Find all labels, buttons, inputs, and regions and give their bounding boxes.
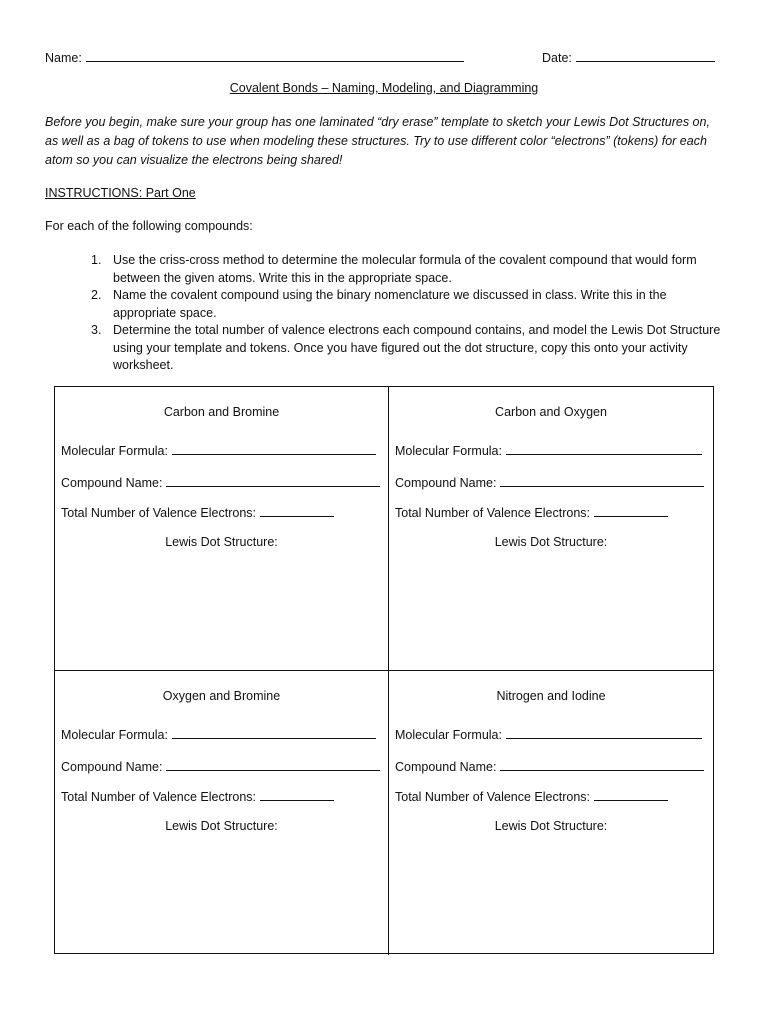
page-title: Covalent Bonds – Naming, Modeling, and Diagramming: [229, 81, 539, 95]
valence-electrons-field[interactable]: [61, 503, 334, 520]
date-blank[interactable]: [576, 48, 715, 62]
molecular-formula-label: Molecular Formula:: [395, 444, 502, 458]
intro-paragraph: Before you begin, make sure your group has one laminated “dry erase” template to sketch your Lewis Dot Structures on, as well as a bag of tokens to use when modeling these structures. Try to use different color “electrons” (tokens) for each atom so you can visualize the electrons being shared!: [45, 115, 710, 167]
step-text: Determine the total number of valence electrons each compound contains, and model the Lewis Dot Structure using your template and tokens. Once you have figured out the dot structure, copy this onto your activity worksheet.: [113, 323, 721, 372]
header-row: [45, 48, 720, 66]
valence-electrons-label: Total Number of Valence Electrons:: [61, 506, 257, 520]
valence-electrons-label: Total Number of Valence Electrons:: [395, 506, 591, 520]
compound-cell: [55, 671, 389, 955]
compound-title: Nitrogen and Iodine: [496, 689, 606, 703]
valence-electrons-field[interactable]: [61, 787, 334, 804]
compound-name-label: Compound Name:: [61, 476, 163, 490]
molecular-formula-label: Molecular Formula:: [395, 728, 502, 742]
compound-title: Carbon and Bromine: [163, 405, 280, 419]
molecular-formula-blank[interactable]: [172, 441, 376, 455]
molecular-formula-blank[interactable]: [172, 725, 376, 739]
date-label: Date:: [542, 51, 572, 65]
instructions-heading: INSTRUCTIONS: Part One: [45, 186, 196, 200]
compound-name-blank[interactable]: [166, 473, 380, 487]
lewis-dot-structure-label: Lewis Dot Structure:: [494, 819, 608, 833]
instruction-step: [91, 322, 721, 375]
lewis-dot-structure-label: Lewis Dot Structure:: [165, 819, 278, 833]
valence-electrons-blank[interactable]: [260, 787, 334, 801]
valence-electrons-field[interactable]: [395, 787, 668, 804]
valence-electrons-blank[interactable]: [594, 503, 668, 517]
instruction-step: [91, 252, 721, 287]
instruction-steps: [91, 252, 721, 375]
compound-cell: [389, 671, 713, 955]
molecular-formula-label: Molecular Formula:: [61, 444, 168, 458]
compound-name-field[interactable]: [61, 473, 380, 490]
compound-title: Carbon and Oxygen: [495, 405, 607, 419]
date-field[interactable]: [542, 48, 715, 65]
molecular-formula-field[interactable]: [395, 725, 702, 742]
compound-name-field[interactable]: [395, 757, 704, 774]
lewis-dot-structure-label: Lewis Dot Structure:: [165, 535, 278, 549]
step-number: 3.: [91, 323, 102, 337]
compound-name-blank[interactable]: [500, 473, 704, 487]
instruction-step: [91, 287, 721, 322]
molecular-formula-field[interactable]: [61, 441, 376, 458]
molecular-formula-field[interactable]: [61, 725, 376, 742]
compound-name-label: Compound Name:: [395, 760, 497, 774]
name-blank[interactable]: [86, 48, 464, 62]
compound-name-field[interactable]: [395, 473, 704, 490]
step-text: Name the covalent compound using the binary nomenclature we discussed in class. Write this in the appropriate space.: [113, 288, 667, 320]
molecular-formula-label: Molecular Formula:: [61, 728, 168, 742]
valence-electrons-field[interactable]: [395, 503, 668, 520]
name-field[interactable]: [45, 48, 464, 65]
compound-name-blank[interactable]: [500, 757, 704, 771]
compound-cell: [55, 387, 389, 671]
molecular-formula-blank[interactable]: [506, 725, 702, 739]
compound-name-label: Compound Name:: [395, 476, 497, 490]
step-number: 2.: [91, 288, 102, 302]
compound-grid: [54, 386, 714, 954]
step-number: 1.: [91, 253, 102, 267]
step-text: Use the criss-cross method to determine the molecular formula of the covalent compound that would form between the given atoms. Write this in the appropriate space.: [113, 253, 697, 285]
compound-name-blank[interactable]: [166, 757, 380, 771]
compound-title: Oxygen and Bromine: [162, 689, 281, 703]
compound-name-field[interactable]: [61, 757, 380, 774]
molecular-formula-field[interactable]: [395, 441, 702, 458]
compound-cell: [389, 387, 713, 671]
molecular-formula-blank[interactable]: [506, 441, 702, 455]
valence-electrons-blank[interactable]: [594, 787, 668, 801]
compound-name-label: Compound Name:: [61, 760, 163, 774]
valence-electrons-label: Total Number of Valence Electrons:: [395, 790, 591, 804]
name-label: Name:: [45, 51, 82, 65]
instructions-lead: For each of the following compounds:: [45, 219, 253, 233]
valence-electrons-label: Total Number of Valence Electrons:: [61, 790, 257, 804]
valence-electrons-blank[interactable]: [260, 503, 334, 517]
lewis-dot-structure-label: Lewis Dot Structure:: [494, 535, 608, 549]
